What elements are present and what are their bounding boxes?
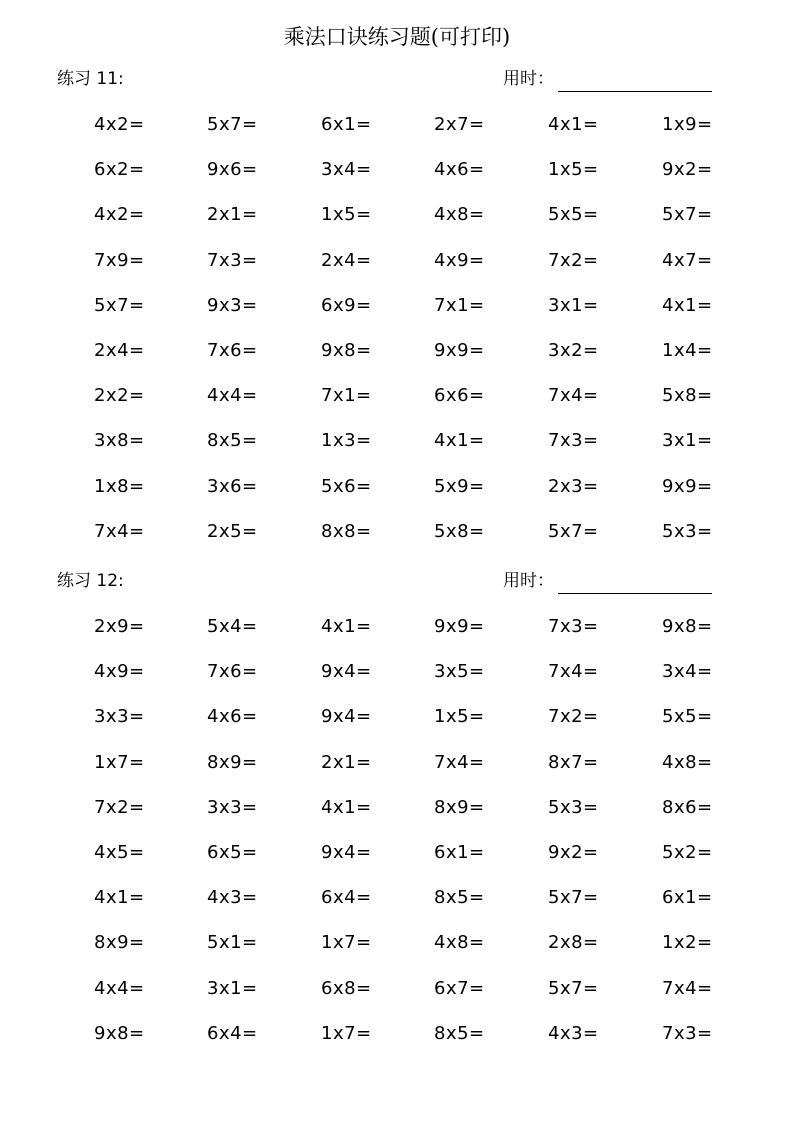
multiplication-problem: 5x7= bbox=[207, 114, 258, 135]
multiplication-problem: 9x4= bbox=[321, 661, 372, 683]
multiplication-problem: 3x2= bbox=[548, 339, 599, 361]
multiplication-problem: 7x3= bbox=[548, 616, 599, 637]
problem-row bbox=[0, 155, 794, 200]
problem-row bbox=[0, 426, 794, 471]
multiplication-problem: 4x7= bbox=[662, 249, 713, 271]
multiplication-problem: 5x8= bbox=[434, 520, 485, 542]
time-field bbox=[503, 66, 712, 92]
multiplication-problem: 2x5= bbox=[207, 520, 258, 542]
multiplication-problem: 7x4= bbox=[662, 977, 713, 999]
multiplication-problem: 5x6= bbox=[321, 475, 372, 497]
page-title: 乘法口诀练习题(可打印) bbox=[283, 25, 511, 49]
problem-row bbox=[0, 472, 794, 517]
multiplication-problem: 5x7= bbox=[662, 204, 713, 226]
multiplication-problem: 2x1= bbox=[207, 204, 258, 226]
problem-row bbox=[0, 1019, 794, 1064]
multiplication-problem: 8x9= bbox=[207, 751, 258, 773]
multiplication-problem: 3x4= bbox=[662, 661, 713, 683]
multiplication-problem: 2x3= bbox=[548, 475, 599, 497]
multiplication-problem: 4x9= bbox=[434, 249, 485, 271]
multiplication-problem: 3x3= bbox=[94, 706, 145, 728]
multiplication-problem: 8x6= bbox=[662, 796, 713, 818]
multiplication-problem: 6x9= bbox=[321, 294, 372, 316]
multiplication-problem: 8x5= bbox=[434, 887, 485, 909]
multiplication-problem: 3x1= bbox=[548, 294, 599, 316]
multiplication-problem: 3x8= bbox=[94, 430, 145, 452]
multiplication-problem: 7x3= bbox=[548, 430, 599, 452]
problem-grid bbox=[0, 110, 794, 562]
problem-row bbox=[0, 291, 794, 336]
multiplication-problem: 3x6= bbox=[207, 475, 258, 497]
multiplication-problem: 7x9= bbox=[94, 249, 145, 271]
multiplication-problem: 8x7= bbox=[548, 751, 599, 773]
section-header bbox=[0, 568, 794, 598]
multiplication-problem: 2x1= bbox=[321, 751, 372, 773]
multiplication-problem: 5x7= bbox=[94, 294, 145, 316]
multiplication-problem: 3x1= bbox=[662, 430, 713, 452]
time-blank-line[interactable] bbox=[558, 69, 712, 92]
multiplication-problem: 7x3= bbox=[207, 249, 258, 271]
multiplication-problem: 4x6= bbox=[434, 159, 485, 181]
multiplication-problem: 9x9= bbox=[434, 616, 485, 637]
multiplication-problem: 1x8= bbox=[94, 475, 145, 497]
multiplication-problem: 8x9= bbox=[434, 796, 485, 818]
multiplication-problem: 1x2= bbox=[662, 932, 713, 954]
problem-row bbox=[0, 928, 794, 973]
multiplication-problem: 4x3= bbox=[548, 1022, 599, 1044]
multiplication-problem: 7x6= bbox=[207, 339, 258, 361]
multiplication-problem: 6x8= bbox=[321, 977, 372, 999]
multiplication-problem: 1x9= bbox=[662, 114, 713, 135]
multiplication-problem: 9x9= bbox=[434, 339, 485, 361]
multiplication-problem: 7x1= bbox=[434, 294, 485, 316]
multiplication-problem: 9x2= bbox=[548, 841, 599, 863]
multiplication-problem: 2x8= bbox=[548, 932, 599, 954]
multiplication-problem: 4x6= bbox=[207, 706, 258, 728]
multiplication-problem: 2x7= bbox=[434, 114, 485, 135]
problem-row bbox=[0, 883, 794, 928]
multiplication-problem: 7x4= bbox=[434, 751, 485, 773]
multiplication-problem: 9x4= bbox=[321, 706, 372, 728]
multiplication-problem: 5x9= bbox=[434, 475, 485, 497]
multiplication-problem: 4x8= bbox=[434, 204, 485, 226]
multiplication-problem: 9x4= bbox=[321, 841, 372, 863]
problem-row bbox=[0, 974, 794, 1019]
multiplication-problem: 7x4= bbox=[548, 661, 599, 683]
multiplication-problem: 5x3= bbox=[548, 796, 599, 818]
multiplication-problem: 4x9= bbox=[94, 661, 145, 683]
multiplication-problem: 4x1= bbox=[662, 294, 713, 316]
multiplication-problem: 1x5= bbox=[434, 706, 485, 728]
multiplication-problem: 8x5= bbox=[207, 430, 258, 452]
problem-row bbox=[0, 612, 794, 657]
multiplication-problem: 5x7= bbox=[548, 887, 599, 909]
multiplication-problem: 1x7= bbox=[321, 932, 372, 954]
multiplication-problem: 5x7= bbox=[548, 977, 599, 999]
multiplication-problem: 5x3= bbox=[662, 520, 713, 542]
multiplication-problem: 5x2= bbox=[662, 841, 713, 863]
problem-row bbox=[0, 336, 794, 381]
multiplication-problem: 5x8= bbox=[662, 385, 713, 407]
multiplication-problem: 4x1= bbox=[548, 114, 599, 135]
multiplication-problem: 1x7= bbox=[321, 1022, 372, 1044]
multiplication-problem: 1x7= bbox=[94, 751, 145, 773]
multiplication-problem: 6x6= bbox=[434, 385, 485, 407]
multiplication-problem: 3x1= bbox=[207, 977, 258, 999]
multiplication-problem: 5x4= bbox=[207, 616, 258, 637]
multiplication-problem: 8x5= bbox=[434, 1022, 485, 1044]
multiplication-problem: 4x4= bbox=[207, 385, 258, 407]
multiplication-problem: 3x3= bbox=[207, 796, 258, 818]
multiplication-problem: 6x4= bbox=[321, 887, 372, 909]
multiplication-problem: 4x2= bbox=[94, 204, 145, 226]
multiplication-problem: 9x8= bbox=[321, 339, 372, 361]
multiplication-problem: 1x5= bbox=[548, 159, 599, 181]
multiplication-problem: 6x1= bbox=[321, 114, 372, 135]
time-label: 用时： bbox=[503, 69, 554, 89]
multiplication-problem: 6x1= bbox=[434, 841, 485, 863]
problem-row bbox=[0, 110, 794, 155]
multiplication-problem: 3x4= bbox=[321, 159, 372, 181]
exercise-section-11 bbox=[0, 66, 794, 542]
multiplication-problem: 4x4= bbox=[94, 977, 145, 999]
multiplication-problem: 5x7= bbox=[548, 520, 599, 542]
problem-row bbox=[0, 246, 794, 291]
time-label: 用时： bbox=[503, 571, 554, 591]
multiplication-problem: 1x5= bbox=[321, 204, 372, 226]
problem-row bbox=[0, 517, 794, 562]
multiplication-problem: 8x9= bbox=[94, 932, 145, 954]
multiplication-problem: 7x4= bbox=[94, 520, 145, 542]
problem-grid bbox=[0, 612, 794, 1064]
multiplication-problem: 9x3= bbox=[207, 294, 258, 316]
multiplication-problem: 9x8= bbox=[94, 1022, 145, 1044]
multiplication-problem: 5x5= bbox=[662, 706, 713, 728]
multiplication-problem: 7x6= bbox=[207, 661, 258, 683]
problem-row bbox=[0, 748, 794, 793]
multiplication-problem: 6x1= bbox=[662, 887, 713, 909]
multiplication-problem: 2x4= bbox=[321, 249, 372, 271]
problem-row bbox=[0, 381, 794, 426]
problem-row bbox=[0, 200, 794, 245]
multiplication-problem: 8x8= bbox=[321, 520, 372, 542]
multiplication-problem: 9x9= bbox=[662, 475, 713, 497]
multiplication-problem: 4x2= bbox=[94, 114, 145, 135]
multiplication-problem: 4x8= bbox=[662, 751, 713, 773]
problem-row bbox=[0, 838, 794, 883]
multiplication-problem: 7x3= bbox=[662, 1022, 713, 1044]
multiplication-problem: 1x3= bbox=[321, 430, 372, 452]
multiplication-problem: 6x7= bbox=[434, 977, 485, 999]
multiplication-problem: 4x1= bbox=[321, 796, 372, 818]
problem-row bbox=[0, 702, 794, 747]
section-label: 练习 12: bbox=[57, 571, 124, 591]
exercise-section-12 bbox=[0, 568, 794, 1044]
multiplication-problem: 7x4= bbox=[548, 385, 599, 407]
multiplication-problem: 4x1= bbox=[434, 430, 485, 452]
multiplication-problem: 2x2= bbox=[94, 385, 145, 407]
multiplication-problem: 2x9= bbox=[94, 616, 145, 637]
section-header bbox=[0, 66, 794, 96]
problem-row bbox=[0, 657, 794, 702]
multiplication-problem: 9x8= bbox=[662, 616, 713, 637]
multiplication-problem: 3x5= bbox=[434, 661, 485, 683]
multiplication-problem: 1x4= bbox=[662, 339, 713, 361]
time-field bbox=[503, 568, 712, 594]
time-blank-line[interactable] bbox=[558, 571, 712, 594]
multiplication-problem: 4x5= bbox=[94, 841, 145, 863]
multiplication-problem: 4x8= bbox=[434, 932, 485, 954]
multiplication-problem: 6x2= bbox=[94, 159, 145, 181]
multiplication-problem: 6x5= bbox=[207, 841, 258, 863]
multiplication-problem: 5x5= bbox=[548, 204, 599, 226]
multiplication-problem: 2x4= bbox=[94, 339, 145, 361]
multiplication-problem: 9x2= bbox=[662, 159, 713, 181]
multiplication-problem: 4x1= bbox=[94, 887, 145, 909]
multiplication-problem: 7x2= bbox=[94, 796, 145, 818]
multiplication-problem: 7x2= bbox=[548, 249, 599, 271]
multiplication-problem: 5x1= bbox=[207, 932, 258, 954]
multiplication-problem: 9x6= bbox=[207, 159, 258, 181]
multiplication-problem: 7x2= bbox=[548, 706, 599, 728]
multiplication-problem: 7x1= bbox=[321, 385, 372, 407]
multiplication-problem: 6x4= bbox=[207, 1022, 258, 1044]
multiplication-problem: 4x3= bbox=[207, 887, 258, 909]
problem-row bbox=[0, 793, 794, 838]
section-label: 练习 11: bbox=[57, 69, 124, 89]
multiplication-problem: 4x1= bbox=[321, 616, 372, 637]
